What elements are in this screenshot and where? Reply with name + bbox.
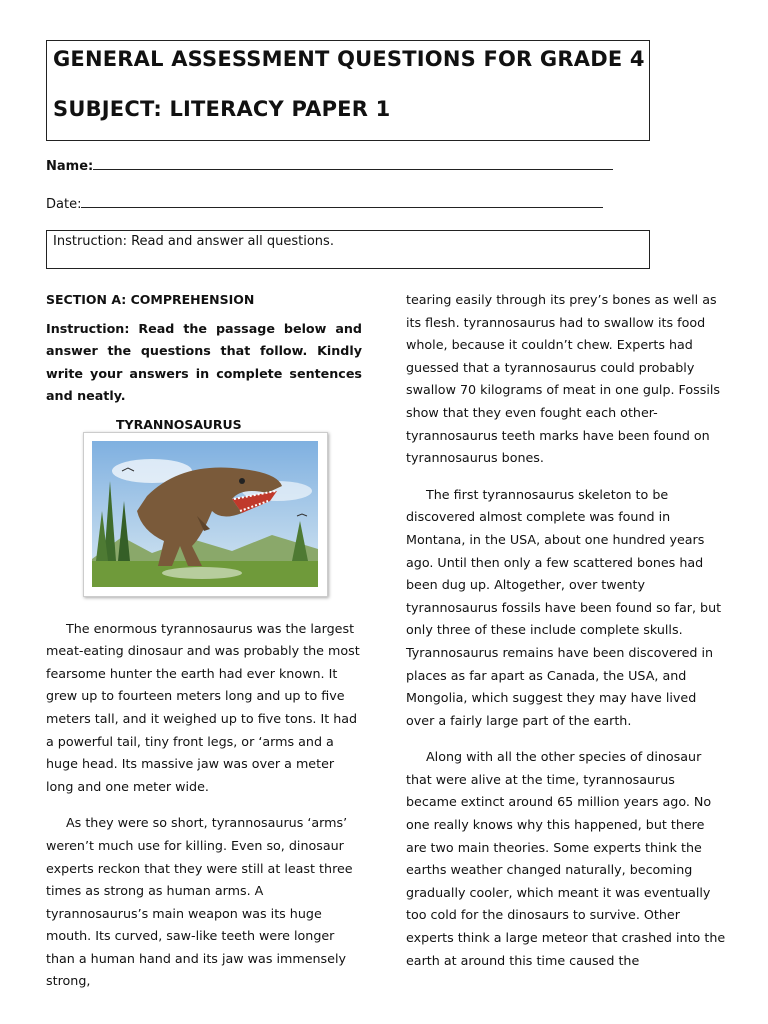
date-label: Date:	[46, 197, 82, 212]
right-column	[406, 289, 726, 972]
name-label: Name:	[46, 159, 94, 174]
section-instruction: Instruction: Read the passage below and answer the questions that follow. Kindly write your answers in complete sentences and neatly.	[46, 320, 362, 404]
date-field[interactable]	[46, 195, 603, 212]
name-blank-line[interactable]	[93, 157, 613, 170]
date-blank-line[interactable]	[81, 195, 603, 208]
passage-paragraph: The first tyrannosaurus skeleton to be discovered almost complete was found in Montana, in the USA, about one hundred years ago. Until then only a few scattered bones had been dug up. Altogether, over twenty tyrannosaurus fossils have been found so far, but only three of these include complete skulls. Tyrannosaurus remains have been discovered in places as far apart as Canada, the USA, and Mongolia, which suggest they may have lived over a fairly large part of the earth.	[406, 486, 722, 728]
subject-title: SUBJECT: LITERACY PAPER 1	[53, 97, 391, 121]
tyrannosaurus-image	[83, 432, 328, 597]
passage-title: TYRANNOSAURUS	[116, 416, 242, 432]
general-instruction: Instruction: Read and answer all questions.	[46, 230, 650, 269]
passage-paragraph: The enormous tyrannosaurus was the largest meat-eating dinosaur and was probably the most fearsome hunter the earth had ever known. It grew up to fourteen meters long and up to five meters tall, and it weighed up to five tons. It had a powerful tail, tiny front legs, or ‘arms and a huge head. Its massive jaw was over a meter long and one meter wide.	[46, 620, 360, 794]
tyrannosaurus-illustration-icon	[92, 441, 318, 587]
assessment-title: GENERAL ASSESSMENT QUESTIONS FOR GRADE 4	[53, 47, 645, 71]
section-title: SECTION A: COMPREHENSION	[46, 292, 255, 307]
left-column	[46, 289, 362, 993]
name-field[interactable]	[46, 157, 613, 174]
passage-paragraph: As they were so short, tyrannosaurus ‘arms’ weren’t much use for killing. Even so, dinosaur experts reckon that they were still at least three times as strong as human arms. A tyrannosaurus’s main weapon was its huge mouth. Its curved, saw-like teeth were longer than a human hand and its jaw was immensely strong,	[46, 815, 353, 989]
header-box	[46, 40, 650, 141]
passage-paragraph: tearing easily through its prey’s bones as well as its flesh. tyrannosaurus had to swallow its food whole, because it couldn’t chew. Experts had guessed that a tyrannosaurus could probably swallow 70 kilograms of meat in one gulp. Fossils show that they even fought each other- tyrannosaurus teeth marks have been found on tyrannosaurus bones.	[406, 292, 721, 466]
passage-paragraph: Along with all the other species of dinosaur that were alive at the time, tyrannosaurus became extinct around 65 million years ago. No one really knows why this happened, but there are two main theories. Some experts think the earths weather changed naturally, becoming gradually cooler, which meant it was eventually too cold for the dinosaurs to survive. Other experts think a large meteor that crashed into the earth at around this time caused the	[406, 749, 726, 968]
